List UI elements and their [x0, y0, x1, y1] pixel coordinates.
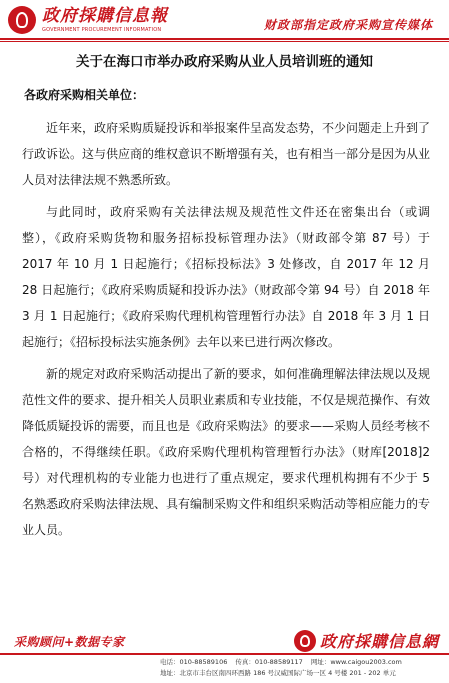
footer-slogan: 采购顾问+数据专家	[14, 635, 125, 649]
footer-phone: 电话：010-88589106	[160, 658, 228, 666]
document-title: 关于在海口市举办政府采购从业人员培训班的通知	[76, 54, 373, 70]
paragraph: 近年来，政府采购质疑投诉和举报案件呈高发态势，不少问题走上升到了行政诉讼。这与供应商的维权意识不断增强有关，也有相当一部分是因为从业人员对法律法规不熟悉所致。	[22, 121, 431, 187]
logo-subtitle: GOVERNMENT PROCUREMENT INFORMATION	[42, 26, 162, 33]
footer-contact-info	[160, 657, 445, 679]
header-divider	[0, 38, 449, 40]
footer-divider	[0, 653, 449, 655]
footer-logo	[294, 629, 439, 652]
logo-emblem-icon	[8, 6, 36, 34]
newspaper-logo	[8, 6, 168, 34]
document-body	[22, 115, 430, 549]
footer-address: 地址：北京市丰台区南四环西路 186 号汉威国际广场一区 4 号楼 201 - 202 单元	[160, 669, 396, 677]
footer-emblem-icon	[294, 630, 316, 652]
salutation: 各政府采购相关单位：	[24, 88, 145, 102]
footer-website: 网址：www.caigou2003.com	[310, 658, 402, 666]
header-divider-thin	[0, 41, 449, 42]
page-footer	[0, 625, 449, 683]
paragraph: 新的规定对政府采购活动提出了新的要求，如何准确理解法律法规以及规范性文件的要求、提升相关人员职业素质和专业技能，不仅是规范操作、有效降低质疑投诉的需要，而且也是《政府采购法》的要求——采购人员经考核不合格的，不得继续任职。《政府采购代理机构管理暂行办法》（财库[2018]2 号）对代理机构的专业能力也进行了重点规定，要求代理机构拥有不少于 5 名熟悉政府采购法律法规、具有编制采购文件和组织采购活动等相应能力的专业人员。	[22, 367, 431, 537]
logo-name: 政府採購信息報	[42, 5, 168, 26]
paragraph: 与此同时，政府采购有关法律法规及规范性文件还在密集出台（或调整），《政府采购货物和服务招标投标管理办法》（财政部令第 87 号）于 2017 年 10 月 1 日起施行；《招标投标法》3 处修改，自 2017 年 12 月 28 日起施行；《政府采购质疑和投诉办法》（财政部令第 94 号）自 2018 年 3 月 1 日起施行；《政府采购代理机构管理暂行办法》自 2018 年 3 月 1 日起施行；《招标投标法实施条例》去年以来已进行两次修改。	[22, 205, 430, 349]
footer-fax: 传真：010-88589117	[235, 658, 303, 666]
footer-logo-name: 政府採購信息網	[319, 632, 439, 651]
page-header	[0, 0, 449, 46]
header-tagline: 财政部指定政府采购宣传媒体	[263, 18, 433, 32]
